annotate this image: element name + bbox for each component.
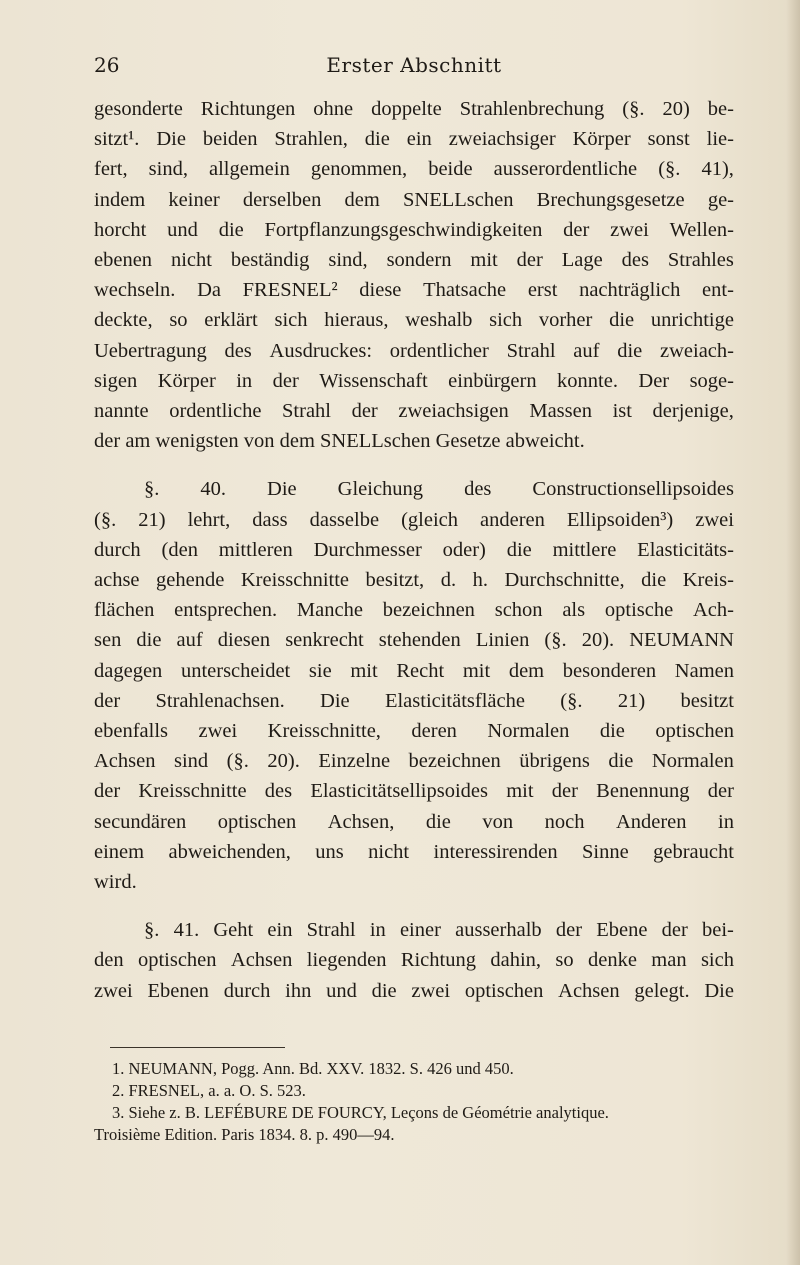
- text-line: den optischen Achsen liegenden Richtung dahin, so denke man sich: [94, 949, 734, 972]
- text-line: §. 41. Geht ein Strahl in einer ausserhalb der Ebene der bei-: [144, 919, 734, 942]
- text-line: sen die auf diesen senkrecht stehenden Linien (§. 20). NEUMANN: [94, 629, 734, 652]
- text-line: zwei Ebenen durch ihn und die zwei optischen Achsen gelegt. Die: [94, 979, 734, 1002]
- text-line: gesonderte Richtungen ohne doppelte Strahlenbrechung (§. 20) be-: [94, 98, 734, 120]
- page-edge-shadow: [786, 0, 800, 1265]
- running-head: [94, 50, 734, 80]
- text-line: ebenfalls zwei Kreisschnitte, deren Normalen die optischen: [94, 720, 734, 743]
- text-line: der am wenigsten von dem SNELLschen Gesetze abweicht.: [94, 430, 585, 453]
- footnote-3-continuation: Troisième Edition. Paris 1834. 8. p. 490—94.: [94, 1125, 395, 1144]
- footnote-divider: [110, 1047, 285, 1048]
- text-line: ebenen nicht beständig sind, sondern mit der Lage des Strahles: [94, 249, 734, 272]
- text-line: wechseln. Da FRESNEL² diese Thatsache erst nachträglich ent-: [94, 279, 734, 302]
- text-line: Uebertragung des Ausdruckes: ordentlicher Strahl auf die zweiach-: [94, 339, 734, 362]
- text-line: flächen entsprechen. Manche bezeichnen schon als optische Ach-: [94, 599, 734, 622]
- text-line: indem keiner derselben dem SNELLschen Brechungsgesetze ge-: [94, 188, 734, 211]
- text-line: §. 40. Die Gleichung des Constructionsellipsoides: [144, 478, 734, 501]
- text-line: horcht und die Fortpflanzungsgeschwindigkeiten der zwei Wellen-: [94, 218, 734, 241]
- text-line: der Kreisschnitte des Elasticitätsellipsoides mit der Benennung der: [94, 780, 734, 803]
- page-number: 26: [94, 53, 120, 77]
- footnote-3: 3. Siehe z. B. LEFÉBURE DE FOURCY, Leçons de Géométrie analytique.: [112, 1103, 609, 1122]
- text-line: achse gehende Kreisschnitte besitzt, d. h. Durchschnitte, die Kreis-: [94, 569, 734, 592]
- text-line: secundären optischen Achsen, die von noch Anderen in: [94, 810, 734, 833]
- text-line: Achsen sind (§. 20). Einzelne bezeichnen übrigens die Normalen: [94, 750, 734, 773]
- text-line: der Strahlenachsen. Die Elasticitätsfläche (§. 21) besitzt: [94, 689, 734, 712]
- text-line: wird.: [94, 871, 137, 894]
- text-line: durch (den mittleren Durchmesser oder) die mittlere Elasticitäts-: [94, 538, 734, 561]
- footnote-2: 2. FRESNEL, a. a. O. S. 523.: [112, 1081, 306, 1100]
- text-line: sitzt¹. Die beiden Strahlen, die ein zweiachsiger Körper sonst lie-: [94, 128, 734, 151]
- text-line: dagegen unterscheidet sie mit Recht mit dem besonderen Namen: [94, 659, 734, 682]
- text-line: (§. 21) lehrt, dass dasselbe (gleich anderen Ellipsoiden³) zwei: [94, 508, 734, 531]
- footnotes: [94, 1058, 754, 1146]
- body-text: [94, 94, 734, 1006]
- text-line: nannte ordentliche Strahl der zweiachsigen Massen ist derjenige,: [94, 400, 734, 423]
- text-line: einem abweichenden, uns nicht interessirenden Sinne gebraucht: [94, 840, 734, 863]
- text-line: sigen Körper in der Wissenschaft einbürgern konnte. Der soge-: [94, 369, 734, 392]
- footnote-1: 1. NEUMANN, Pogg. Ann. Bd. XXV. 1832. S. 426 und 450.: [112, 1059, 514, 1078]
- text-line: fert, sind, allgemein genommen, beide ausserordentliche (§. 41),: [94, 158, 734, 181]
- text-line: deckte, so erklärt sich hieraus, weshalb sich vorher die unrichtige: [94, 309, 734, 332]
- section-title: Erster Abschnitt: [326, 53, 502, 77]
